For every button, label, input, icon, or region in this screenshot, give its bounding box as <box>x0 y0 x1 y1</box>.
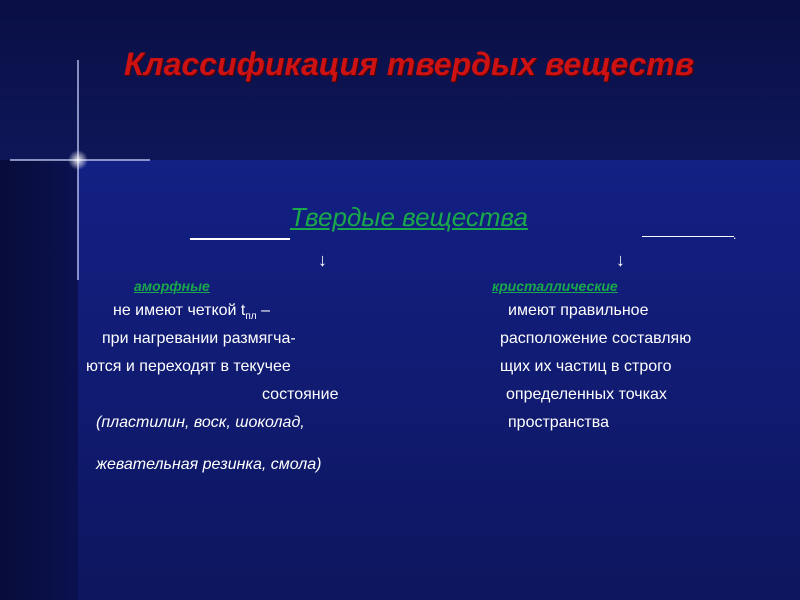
amorphous-line-4: состояние <box>262 386 339 403</box>
crystalline-line-3: щих их частиц в строго <box>500 358 672 375</box>
subtitle-dot: . <box>733 228 737 242</box>
subtitle-trailing-rule <box>642 236 734 237</box>
amorphous-line-1 <box>113 302 270 322</box>
slide-subtitle: Твердые вещества <box>290 202 528 232</box>
amorphous-examples-1: (пластилин, воск, шоколад, <box>96 414 305 431</box>
amorphous-examples-2: жевательная резинка, смола) <box>96 456 322 473</box>
crystalline-heading: кристаллические <box>492 278 618 294</box>
down-arrow-left-icon: ↓ <box>318 250 327 270</box>
slide-title: Классификация твердых веществ <box>124 46 695 82</box>
left-margin-background <box>0 160 78 600</box>
crystalline-line-2: расположение составляю <box>500 330 692 347</box>
subtitle-leading-rule <box>190 238 290 240</box>
melting-temp-subscript: пл <box>245 311 257 323</box>
amorphous-heading: аморфные <box>134 278 210 294</box>
amorphous-line-1-text: не имеют четкой t <box>113 302 246 319</box>
crystalline-line-4: определенных точках <box>506 386 667 403</box>
crystalline-line-1: имеют правильное <box>508 302 649 319</box>
amorphous-line-3: ются и переходят в текучее <box>86 358 291 375</box>
down-arrow-right-icon: ↓ <box>616 250 625 270</box>
amorphous-line-2: при нагревании размягча- <box>102 330 296 347</box>
crystalline-line-5: пространства <box>508 414 609 431</box>
amorphous-line-1-dash: – <box>256 302 270 319</box>
